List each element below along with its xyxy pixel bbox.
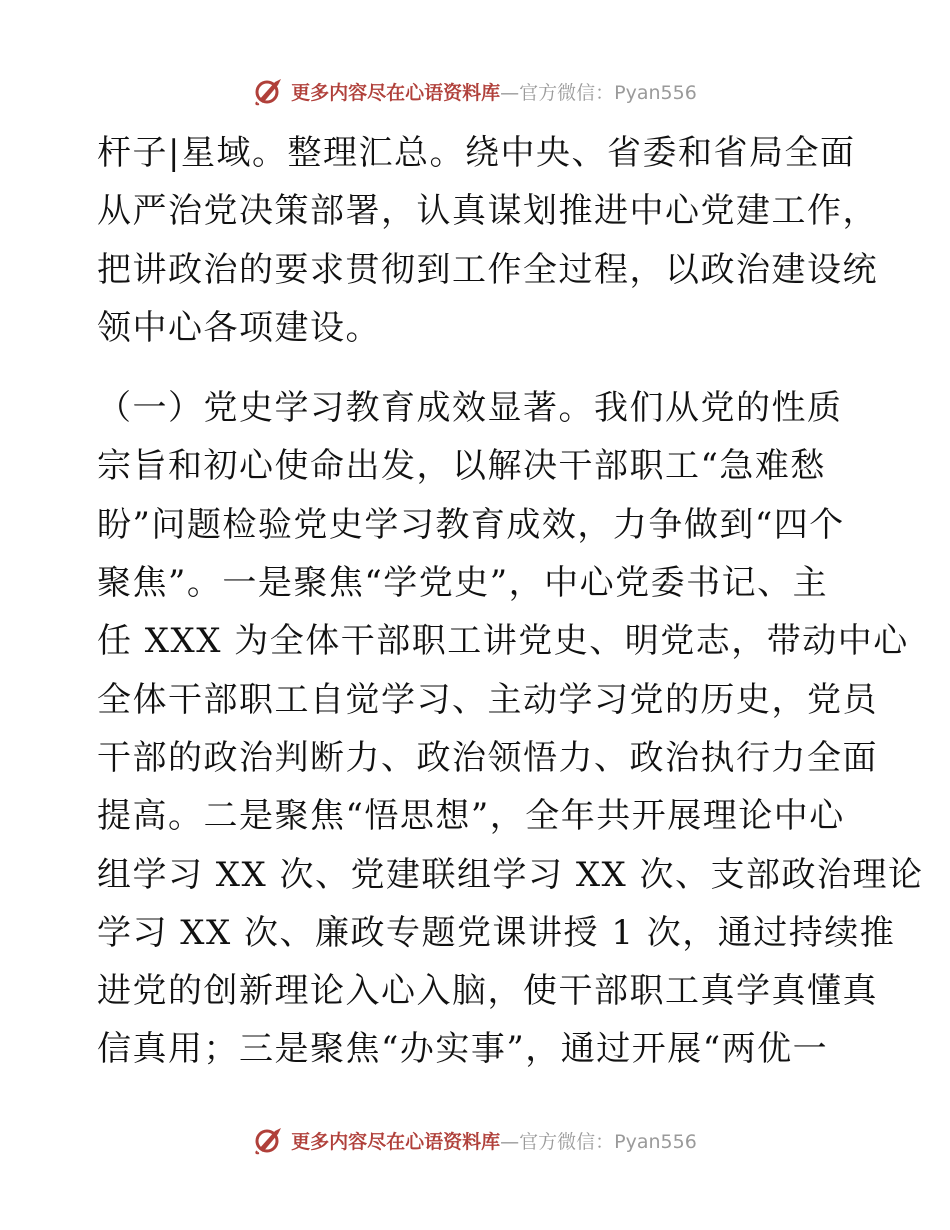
text-line: 盼”问题检验党史学习教育成效，力争做到“四个 [97,504,845,545]
text-line: 聚焦”。一是聚焦“学党史”，中心党委书记、主 [97,563,829,604]
text-line: 宗旨和初心使命出发，以解决干部职工“急难愁 [97,446,826,487]
watermark-red-text: 更多内容尽在心语资料库 [291,1130,501,1153]
watermark-red-text: 更多内容尽在心语资料库 [291,81,501,104]
watermark-grey-text: —官方微信：Pyan556 [500,1130,697,1153]
footer-watermark [0,1125,950,1155]
paragraph-1 [97,124,878,357]
text-line: 从严治党决策部署，认真谋划推进中心党建工作， [97,191,878,232]
text-line: 学习 XX 次、廉政专题党课讲授 1 次，通过持续推 [97,912,896,953]
text-line: 杆子|星域。整理汇总。绕中央、省委和省局全面 [97,133,856,173]
pen-logo-icon [253,76,287,106]
text-line: 干部的政治判断力、政治领悟力、政治执行力全面 [97,737,878,778]
text-line: 领中心各项建设。 [97,307,381,348]
document-body [97,124,924,1079]
text-line: 任 XXX 为全体干部职工讲党史、明党志，带动中心 [97,621,909,662]
paragraph-2 [97,379,924,1079]
text-line: 组学习 XX 次、党建联组学习 XX 次、支部政治理论 [97,854,924,895]
text-line: 进党的创新理论入心入脑，使干部职工真学真懂真 [97,971,878,1012]
pen-logo-icon [253,1125,287,1155]
header-watermark [0,76,950,106]
text-line: 全体干部职工自觉学习、主动学习党的历史，党员 [97,679,878,720]
paragraph-gap [97,357,857,379]
text-line: 把讲政治的要求贯彻到工作全过程，以政治建设统 [97,249,878,290]
text-line: 信真用；三是聚焦“办实事”，通过开展“两优一 [97,1029,829,1070]
watermark-grey-text: —官方微信：Pyan556 [500,81,697,104]
text-line: （一）党史学习教育成效显著。我们从党的性质 [97,388,843,429]
text-line: 提高。二是聚焦“悟思想”，全年共开展理论中心 [97,796,845,837]
